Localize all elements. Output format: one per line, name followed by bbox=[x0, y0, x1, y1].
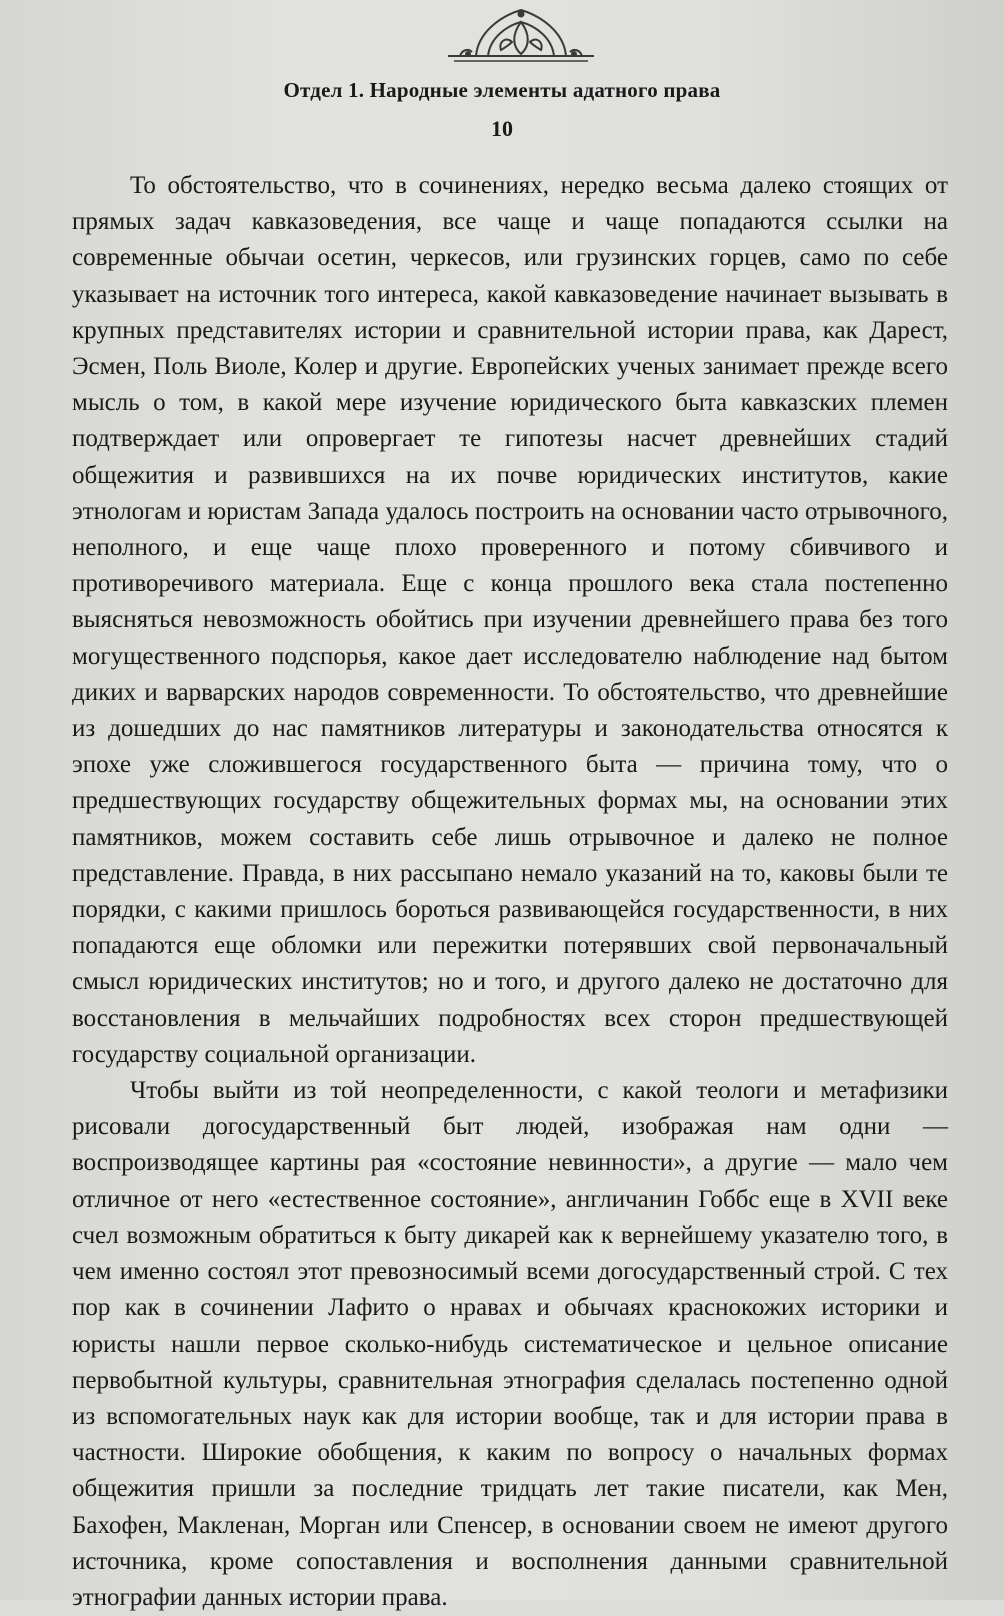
paragraph-2: Чтобы выйти из той неопределенности, с какой теологи и метафизики рисовали догосударственный быт людей, изображая нам одни — воспроизводящее картины рая «состояние невинности», а другие — мало чем отличное от него «естественное состояние», англичанин Гоббс еще в XVII веке счел возможным обратиться к быту дикарей как к вернейшему указателю того, в чем именно состоял этот превозносимый всеми догосударственный строй. С тех пор как в сочинении Лафито о нравах и обычаях краснокожих историки и юристы нашли первое сколько-нибудь систематическое и цельное описание первобытной культуры, сравнительная этнография сделалась постепенно одной из вспомогательных наук как для истории вообще, так и для истории права в частности. Широкие обобщения, к каким по вопросу о начальных формах общежития пришли за последние тридцать лет такие писатели, как Мен, Бахофен, Макленан, Морган или Спенсер, в основании своем не имеют другого источника, кроме сопоставления и восполнения данными сравнительной этнографии данных истории права. bbox=[72, 1077, 948, 1611]
body-text bbox=[72, 168, 948, 1616]
page-number: 10 bbox=[491, 116, 513, 141]
paragraph-1: То обстоятельство, что в сочинениях, нередко весьма далеко стоящих от прямых задач кавказоведения, все чаще и чаще попадаются ссылки на современные обычаи осетин, черкесов, или грузинских горцев, само по себе указывает на источник того интереса, какой кавказоведение начинает вызывать в крупных представителях истории и сравнительной истории права, как Дарест, Эсмен, Поль Виоле, Колер и другие. Европейских ученых занимает прежде всего мысль о том, в какой мере изучение юридического быта кавказских племен подтверждает или опровергает те гипотезы насчет древнейших стадий общежития и развившихся на их почве юридических институтов, какие этнологам и юристам Запада удалось построить на основании часто отрывочного, неполного, и еще чаще плохо проверенного и потому сбивчивого и противоречивого материала. Еще с конца прошлого века стала постепенно выясняться невозможность обойтись при изучении древнейшего права без того могущественного подспорья, какое дает исследователю наблюдение над бытом диких и варварских народов современности. То обстоятельство, что древнейшие из дошедших до нас памятников литературы и законодательства относятся к эпохе уже сложившегося государственного быта — причина тому, что о предшествующих государству общежительных формах мы, на основании этих памятников, можем составить себе лишь отрывочное и далеко не полное представление. Правда, в них рассыпано немало указаний на то, каковы были те порядки, с какими пришлось бороться развивающейся государственности, в них попадаются еще обломки или пережитки потерявших свой первоначальный смысл юридических институтов; но и того, и другого далеко не достаточно для восстановления в мельчайших подробностях всех сторон предшествующей государству социальной организации. bbox=[72, 172, 948, 1068]
decorative-floral-ornament-icon bbox=[446, 4, 596, 66]
running-head-title: Отдел 1. Народные элементы адатного права bbox=[283, 78, 721, 102]
